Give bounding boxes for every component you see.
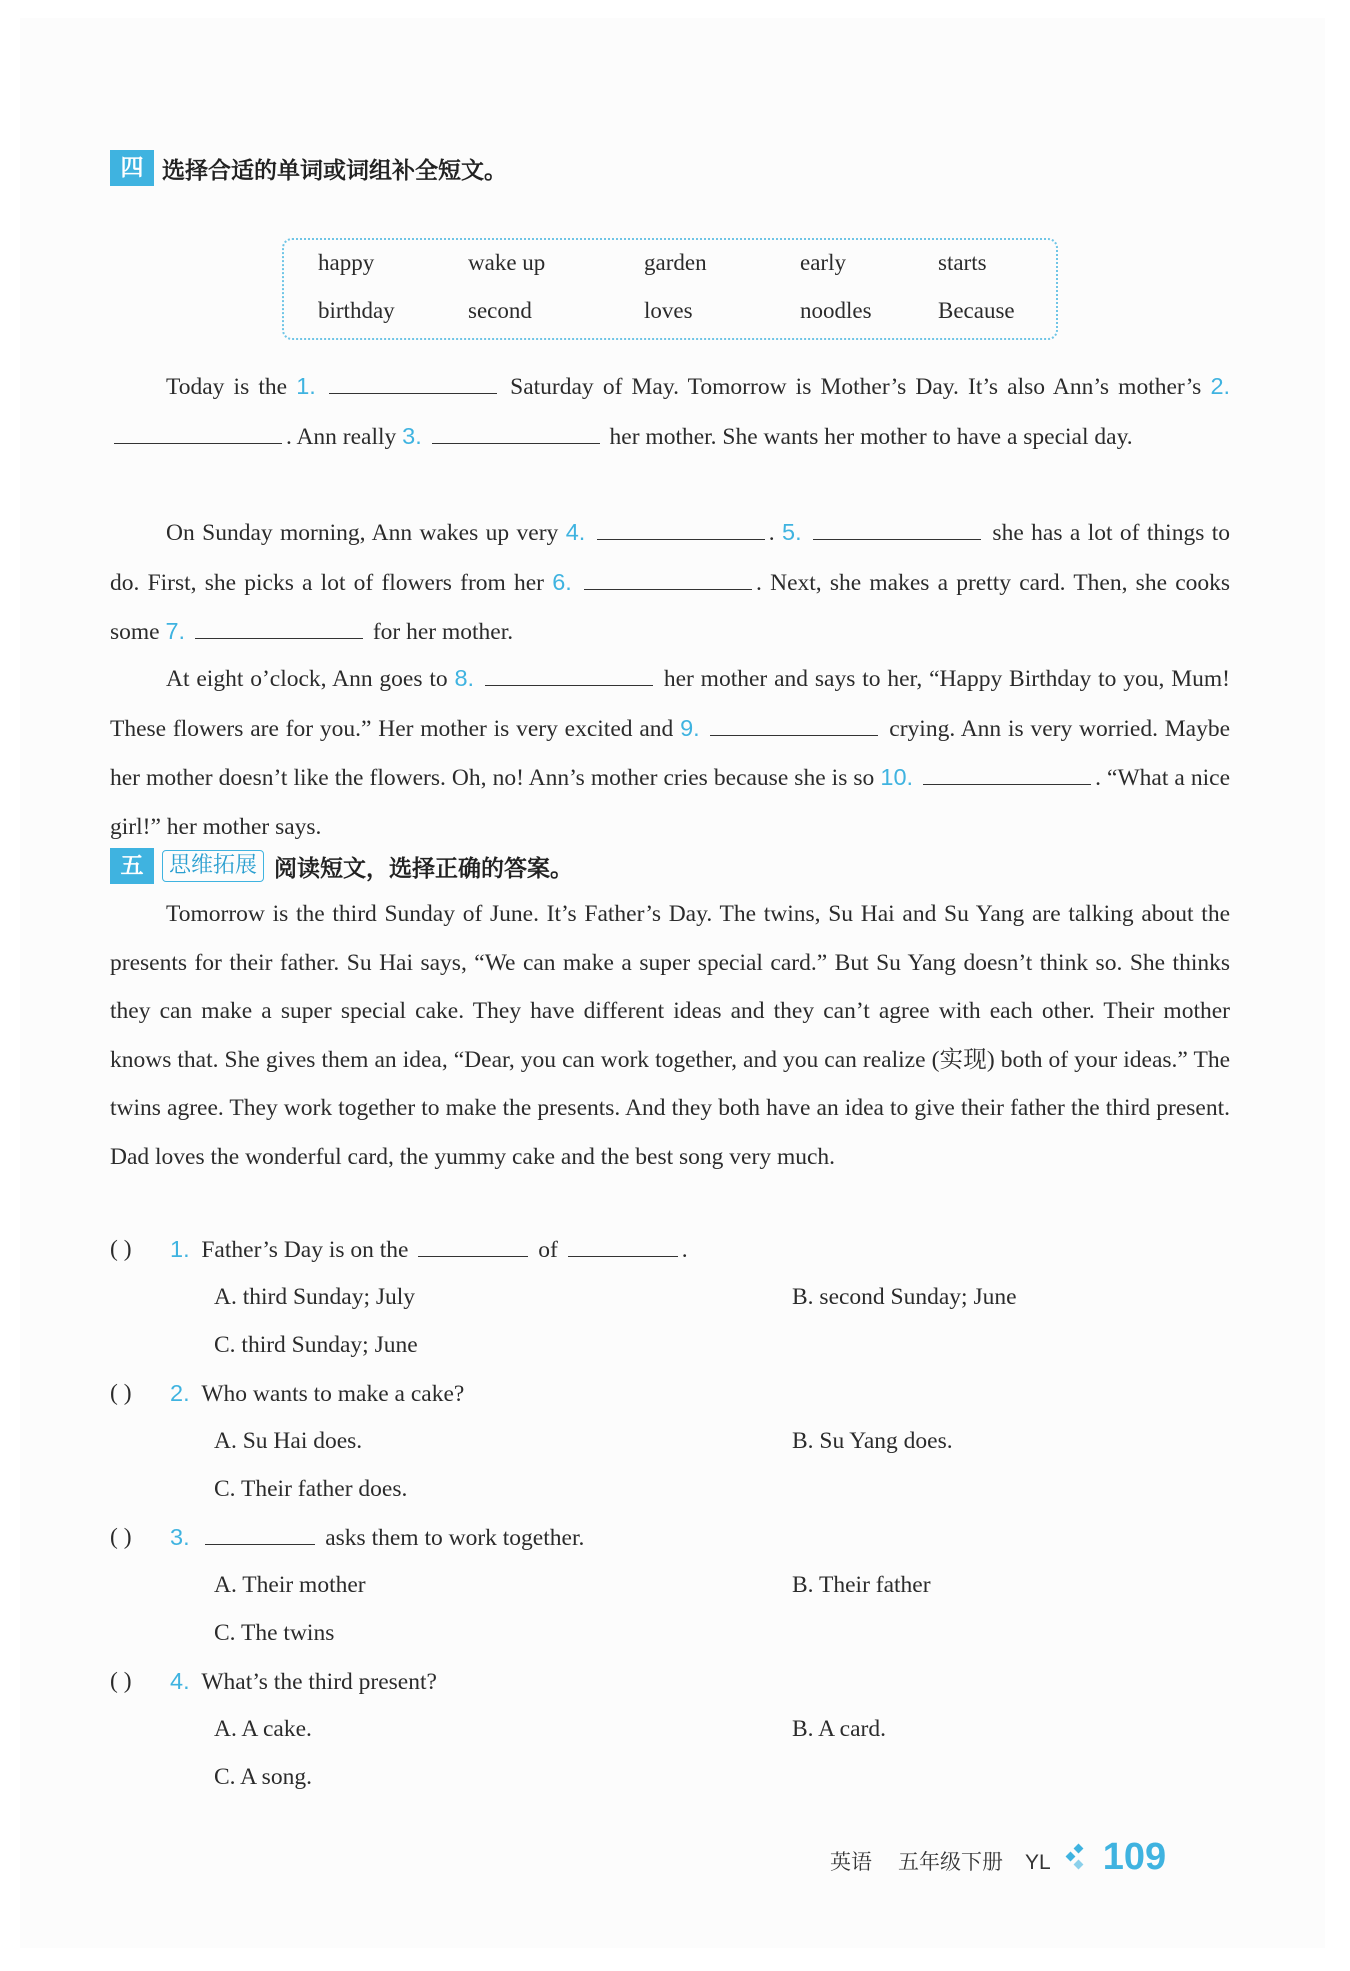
option-c[interactable]: C. third Sunday; June (214, 1332, 418, 1358)
question-stem: . (681, 1237, 688, 1263)
text: she has a lot of things to do. First, she picks a lot of flowers from her (110, 520, 1231, 596)
reading-passage: Tomorrow is the third Sunday of June. It’s Father’s Day. The twins, Su Hai and Su Yang are talking about the presents for their father. Su Hai says, “We can make a super special card.” But Su Yang doesn’t think so. She thinks they can make a super special cake. They have different ideas and they can’t agree with each other. Their mother knows that. She gives them an idea, “Dear, you can work together, and you can realize (实现) both of your ideas.” The twins agree. They work together to make the presents. And they both have an idea to give their father the third present. Dad loves the wonderful card, the yummy cake and the best song very much. (110, 901, 1230, 1170)
answer-blank[interactable] (418, 1236, 528, 1257)
option-a[interactable]: A. A cake. (214, 1716, 312, 1742)
blank-number: 10. (880, 764, 914, 790)
question-number: 3. (170, 1524, 190, 1550)
word-bank-item: garden (644, 250, 707, 275)
diamond-icon (1065, 1843, 1091, 1869)
question-3 (170, 1524, 584, 1552)
cloze-paragraph-1 (110, 362, 1230, 461)
word-bank-item: loves (644, 298, 693, 323)
question-stem: Who wants to make a cake? (201, 1381, 465, 1407)
answer-blank[interactable] (329, 373, 497, 394)
text: . (768, 520, 775, 546)
text: . Next, she makes a pretty card. Then, she cooks some (110, 569, 1231, 645)
page-footer (830, 1836, 1166, 1879)
text: her mother. She wants her mother to have a special day. (609, 423, 1133, 450)
answer-blank[interactable] (923, 764, 1091, 785)
blank-number: 1. (296, 373, 316, 399)
option-c[interactable]: C. The twins (214, 1620, 335, 1646)
word-bank-item: birthday (318, 298, 395, 323)
word-bank-item: noodles (800, 298, 872, 323)
option-a[interactable]: A. third Sunday; July (214, 1284, 416, 1310)
option-b[interactable]: B. Su Yang does. (792, 1428, 953, 1454)
text: . Ann really (286, 423, 397, 450)
question-4 (170, 1668, 437, 1696)
question-stem: of (538, 1237, 558, 1263)
blank-number: 6. (552, 568, 572, 595)
section-5-heading (110, 848, 573, 884)
question-stem: asks them to work together. (325, 1525, 585, 1551)
word-bank-item: starts (938, 250, 987, 275)
footer-edition: YL (1025, 1851, 1051, 1874)
answer-blank[interactable] (584, 569, 752, 590)
question-number: 4. (170, 1668, 190, 1694)
option-b[interactable]: B. A card. (792, 1716, 886, 1742)
answer-blank[interactable] (597, 519, 765, 540)
answer-parenthesis[interactable]: ( ) (110, 1380, 132, 1406)
blank-number: 8. (454, 665, 475, 691)
footer-grade: 五年级下册 (898, 1850, 1003, 1874)
answer-parenthesis[interactable]: ( ) (110, 1524, 132, 1550)
answer-blank[interactable] (432, 423, 600, 444)
text: crying. Ann is very worried. Maybe her mother doesn’t like the flowers. Oh, no! Ann’s mother cries because she is so (110, 715, 1231, 791)
text: . “What a nice girl!” her mother says. (110, 765, 1231, 840)
blank-number: 7. (165, 618, 186, 644)
text: Today is the (166, 374, 288, 400)
answer-parenthesis[interactable]: ( ) (110, 1668, 132, 1694)
option-c[interactable]: C. A song. (214, 1764, 312, 1790)
question-1 (170, 1236, 688, 1264)
section-5-number: 五 (110, 848, 154, 884)
answer-blank[interactable] (710, 715, 878, 736)
option-b[interactable]: B. Their father (792, 1572, 931, 1598)
answer-blank[interactable] (568, 1236, 678, 1257)
answer-blank[interactable] (485, 665, 653, 686)
question-number: 2. (170, 1380, 190, 1406)
answer-blank[interactable] (813, 519, 981, 540)
blank-number: 9. (680, 714, 700, 741)
blank-number: 2. (1210, 373, 1231, 399)
answer-parenthesis[interactable]: ( ) (110, 1236, 132, 1262)
section-4-number: 四 (110, 150, 154, 186)
cloze-paragraph-2 (110, 508, 1230, 657)
question-number: 1. (170, 1236, 190, 1262)
page-number: 109 (1102, 1836, 1167, 1878)
workbook-page (20, 18, 1325, 1948)
option-a[interactable]: A. Su Hai does. (214, 1428, 363, 1454)
section-5-tag: 思维拓展 (162, 850, 264, 882)
text: On Sunday morning, Ann wakes up very (166, 520, 559, 546)
cloze-paragraph-3 (110, 654, 1230, 851)
answer-blank[interactable] (205, 1524, 315, 1545)
answer-blank[interactable] (114, 423, 282, 444)
question-stem: What’s the third present? (201, 1669, 437, 1695)
section-4-heading (110, 150, 507, 186)
text: At eight o’clock, Ann goes to (166, 666, 448, 692)
text: Saturday of May. Tomorrow is Mother’s Day. It’s also Ann’s mother’s (510, 374, 1202, 400)
word-bank-box (282, 238, 1058, 340)
blank-number: 4. (565, 519, 586, 545)
footer-subject: 英语 (830, 1850, 872, 1874)
text: her mother and says to her, “Happy Birthday to you, Mum! These flowers are for you.” Her mother is very excited and (110, 666, 1231, 742)
answer-blank[interactable] (195, 618, 363, 639)
word-bank-item: wake up (468, 250, 546, 275)
text: for her mother. (372, 619, 514, 645)
option-a[interactable]: A. Their mother (214, 1572, 366, 1598)
section-4-title: 选择合适的单词或词组补全短文。 (162, 157, 507, 184)
section-5-title: 阅读短文，选择正确的答案。 (274, 855, 574, 882)
word-bank-item: early (800, 250, 846, 275)
option-c[interactable]: C. Their father does. (214, 1476, 408, 1502)
option-b[interactable]: B. second Sunday; June (792, 1284, 1017, 1310)
question-stem: Father’s Day is on the (201, 1237, 409, 1263)
question-2 (170, 1380, 464, 1408)
blank-number: 3. (402, 422, 422, 449)
word-bank-item: happy (318, 250, 375, 275)
word-bank-item: second (468, 298, 532, 323)
blank-number: 5. (782, 519, 802, 545)
word-bank-item: Because (938, 298, 1015, 323)
